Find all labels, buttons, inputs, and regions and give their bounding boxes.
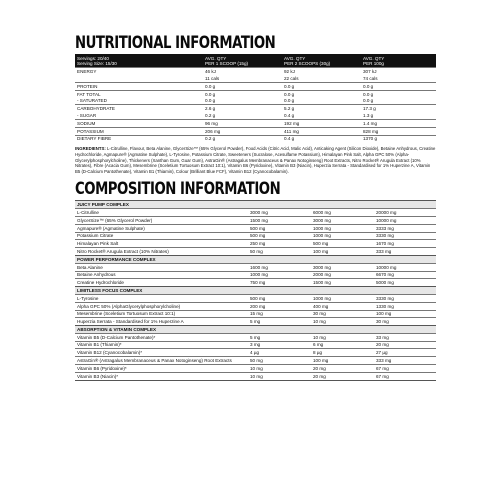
amount-per-scoop: 3000 mg [248,209,311,217]
composition-row [75,310,436,318]
value-per-100g: 0.0 g [361,90,436,97]
ingredient-label: Himalayan Pink Salt [75,240,248,248]
composition-row [75,271,436,279]
value-per-scoop: 0.0 g [205,98,216,104]
value-per-2-scoops: 22 cals [284,76,299,81]
composition-row [75,318,436,326]
amount-per-100g: 333 mg [374,357,436,365]
value-per-100g: 828 mg [361,127,436,135]
amount-per-2-scoops: 20 mg [311,365,374,373]
amount-per-100g: 5000 mg [374,279,436,287]
composition-row [75,333,436,341]
nutrition-row [75,90,436,97]
amount-per-scoop: 1600 mg [248,263,311,271]
amount-per-scoop: 500 mg [248,294,311,302]
ingredient-label: GlycerSize™ (65% Glycerol Powder) [75,216,248,224]
value-per-2-scoops: 0.0 g [282,90,361,97]
composition-row [75,279,436,287]
composition-row [75,365,436,373]
amount-per-scoop: 15 mg [248,310,311,318]
amount-per-2-scoops: 2000 mg [311,271,374,279]
nutrient-label: CARBOHYDRATE [75,105,203,112]
complex-name: JUICY PUMP COMPLEX [75,201,436,209]
nutrition-row [75,105,436,112]
ingredient-label: Vitamin B3 (Niacin)* [75,372,248,380]
value-per-100g: 307 kJ [361,68,436,75]
ingredient-label: Nitro Rocket® Arugula Extract (10% Nitrates) [75,248,248,256]
value-per-scoop: 11 cals [205,76,220,81]
amount-per-100g: 20000 mg [374,209,436,217]
amount-per-100g: 1330 mg [374,302,436,310]
amount-per-scoop: 10 mg [248,365,311,373]
value-per-2-scoops: 5.2 g [282,105,361,112]
amount-per-100g: 333 mg [374,248,436,256]
value-per-2-scoops: 411 mg [282,127,361,135]
amount-per-scoop: 500 mg [248,224,311,232]
composition-row [75,248,436,256]
column-header-label: PER 1 SCOOP (15g) [205,60,249,66]
value-per-scoop: 46 kJ [203,68,282,75]
ingredient-label: AstraGin® (Astragalus Membranaceus & Panax Notoginseng) Root Extracts [75,357,248,365]
amount-per-100g: 6670 mg [374,271,436,279]
amount-per-scoop: 4 µg [248,349,311,357]
value-per-scoop: 0.0 g [203,90,282,97]
amount-per-100g: 3330 mg [374,232,436,240]
ingredient-label: L-Tyrosine [75,294,248,302]
ingredient-label: Beta Alanine [75,263,248,271]
complex-section-header [75,201,436,209]
composition-row [75,349,436,357]
composition-row [75,232,436,240]
amount-per-scoop: 5 mg [248,318,311,326]
servings-header [75,54,203,68]
amount-per-2-scoops: 500 mg [311,240,374,248]
ingredients-paragraph [75,146,436,174]
amount-per-scoop: 50 mg [248,248,311,256]
value-per-scoop: 0.2 g [203,135,282,142]
label-document [75,34,436,381]
nutrition-row [75,68,436,75]
ingredient-label: Creatine Hydrochloride [75,279,248,287]
amount-per-100g: 100 mg [374,310,436,318]
ingredient-label: Vitamin B6 (Pyridoxine)* [75,365,248,373]
composition-row [75,357,436,365]
value-per-2-scoops: 0.4 g [284,112,295,118]
nutrition-row [75,127,436,135]
nutrition-row [75,83,436,91]
complex-name: LIMITLESS FOCUS COMPLEX [75,287,436,295]
amount-per-2-scoops: 1000 mg [311,232,374,240]
amount-per-2-scoops: 6000 mg [311,209,374,217]
composition-row [75,240,436,248]
ingredient-label: Huperzia Serrata - Standardised for 1% Huperzine A [75,318,248,326]
nutrient-label [75,75,203,82]
value-per-scoop: 96 mg [203,119,282,127]
amount-per-2-scoops: 20 mg [311,372,374,380]
column-header-label: PER 2 SCOOPS (30g) [284,60,331,66]
composition-row [75,263,436,271]
amount-per-100g: 33 mg [374,333,436,341]
ingredient-label: Alpha GPC 50% (AlphaGlycerylphosphorylcholine) [75,302,248,310]
nutrition-row [75,75,436,82]
nutrient-label: SODIUM [75,119,203,127]
column-header-label: AVG. QTY [205,55,227,61]
amount-per-2-scoops: 3000 mg [311,216,374,224]
composition-rows [75,201,436,380]
amount-per-2-scoops: 100 mg [311,248,374,256]
amount-per-100g: 10000 mg [374,263,436,271]
nutrient-label: ENERGY [75,68,203,75]
amount-per-scoop: 1000 mg [248,271,311,279]
ingredients-label: INGREDIENTS: [75,146,106,152]
composition-row [75,224,436,232]
ingredient-label: Agmapure® (Agmatine Sulphate) [75,224,248,232]
ingredient-label: L-Citrulline [75,209,248,217]
ingredient-label: Vitamin B12 (Cyanocobalamin)* [75,349,248,357]
nutrition-row [75,119,436,127]
amount-per-2-scoops: 1000 mg [311,294,374,302]
nutrition-title: NUTRITIONAL INFORMATION [75,33,276,53]
nutrient-label: PROTEIN [75,83,203,91]
nutrition-table [75,54,436,142]
value-per-100g: 0.0 g [363,98,374,104]
composition-row [75,216,436,224]
column-header-label: AVG. QTY [284,55,306,61]
composition-row [75,209,436,217]
amount-per-100g: 3330 mg [374,294,436,302]
column-header-1-scoop [203,54,282,68]
amount-per-2-scoops: 400 mg [311,302,374,310]
nutrient-label: - SUGAR [77,112,97,118]
nutrition-row [75,135,436,142]
complex-section-header [75,255,436,263]
nutrition-row [75,98,436,105]
amount-per-100g: 10000 mg [374,216,436,224]
composition-row [75,294,436,302]
amount-per-scoop: 1500 mg [248,216,311,224]
column-header-label: AVG. QTY [363,55,385,61]
composition-title: COMPOSITION INFORMATION [75,179,281,200]
value-per-100g: 1370 g [361,135,436,142]
complex-section-header [75,287,436,295]
value-per-scoop: 0.0 g [203,83,282,91]
value-per-100g: 1.4 mg [361,119,436,127]
amount-per-100g: 1670 mg [374,240,436,248]
value-per-100g: 1.3 g [363,112,374,118]
nutrition-row [75,112,436,119]
amount-per-scoop: 5 mg [248,333,311,341]
amount-per-100g: 67 mg [374,365,436,373]
column-header-label: PER 100g [363,60,384,66]
ingredient-label: Potassium Citrate [75,232,248,240]
amount-per-2-scoops: 100 mg [311,357,374,365]
amount-per-2-scoops: 1500 mg [311,279,374,287]
amount-per-100g: 27 µg [374,349,436,357]
amount-per-100g: 30 mg [374,318,436,326]
composition-table [75,200,436,380]
composition-row [75,302,436,310]
amount-per-2-scoops: 30 mg [311,310,374,318]
amount-per-scoop: 3 mg [248,341,311,349]
column-header-2-scoops [282,54,361,68]
value-per-100g: 74 cals [363,76,378,81]
amount-per-scoop: 250 mg [248,240,311,248]
nutrition-rows [75,68,436,142]
amount-per-2-scoops: 1000 mg [311,224,374,232]
amount-per-2-scoops: 10 mg [311,318,374,326]
nutrient-label: DIETARY FIBRE [75,135,203,142]
value-per-scoop: 0.2 g [205,112,216,118]
ingredients-text: L-Citrulline, Flavour, Beta Alanine, GlycerSize™ (65% Glycerol Powder), Food Acids (Citric Acid, Malic Acid), Anticaking Agent (Silicon Dioxide), Betaine Anhydrous, Creatine Hydrochloride, Agmapure® (Agmatine Sulphate), L-Tyrosine, Potassium Citrate, Sweeteners (Sucralose, Acesulfame Potassium), Himalayan Pink Salt, Alpha GPC 50% (Alpha-Glycerylphosphorylcholine), Thickeners (Xanthan Gum, Guar Gum), AstraGin® (Astragalus Membranaceus & Panax Notoginseng) Root Extracts, Nitro Rocket® Arugula Extract (10% Nitrates), Fibre (Acacia Gum), Mesembrine (Sceletium Tortuosum Extract 10:1), Vitamin B6 (Pyridoxine), Vitamin B3 (Niacin), Huperzia Serrata - Standardised for 1% Huperzine A, Vitamin B5 (D-Calcium Pantothenate), Vitamin B1 (Thiamin), Colour (Brilliant Blue FCF), Vitamin B12 (Cyanocobalamin). [75,146,436,174]
nutrient-label: - SATURATED [77,98,107,104]
amount-per-scoop: 50 mg [248,357,311,365]
composition-row [75,341,436,349]
ingredient-label: Mesembrine (Sceletium Tortuosum Extract 10:1) [75,310,248,318]
amount-per-100g: 3333 mg [374,224,436,232]
amount-per-2-scoops: 3000 mg [311,263,374,271]
complex-name: POWER PERFORMANCE COMPLEX [75,255,436,263]
value-per-2-scoops: 0.0 g [282,83,361,91]
value-per-2-scoops: 192 mg [282,119,361,127]
value-per-scoop: 2.6 g [203,105,282,112]
value-per-2-scoops: 0.4 g [282,135,361,142]
nutrient-label: FAT TOTAL [75,90,203,97]
complex-name: ABSORPTION & VITAMIN COMPLEX [75,326,436,334]
value-per-scoop: 206 mg [203,127,282,135]
value-per-2-scoops: 0.0 g [284,98,295,104]
column-header-per-100g [361,54,436,68]
amount-per-2-scoops: 10 mg [311,333,374,341]
ingredient-label: Betaine Anhydrous [75,271,248,279]
amount-per-2-scoops: 8 µg [311,349,374,357]
amount-per-scoop: 500 mg [248,232,311,240]
nutrition-header-row [75,54,436,68]
servings-count: Servings: 20/40 [77,55,109,61]
amount-per-100g: 20 mg [374,341,436,349]
amount-per-2-scoops: 6 mg [311,341,374,349]
amount-per-scoop: 200 mg [248,302,311,310]
value-per-100g: 0.0 g [361,83,436,91]
composition-row [75,372,436,380]
ingredient-label: Vitamin B5 (D-Calcium Pantothenate)* [75,333,248,341]
amount-per-scoop: 10 mg [248,372,311,380]
amount-per-100g: 67 mg [374,372,436,380]
value-per-2-scoops: 92 kJ [282,68,361,75]
nutrient-label: POTASSIUM [75,127,203,135]
amount-per-scoop: 750 mg [248,279,311,287]
value-per-100g: 17.3 g [361,105,436,112]
serving-size: Serving Size: 15/30 [77,60,117,66]
complex-section-header [75,326,436,334]
ingredient-label: Vitamin B1 (Thiamin)* [75,341,248,349]
